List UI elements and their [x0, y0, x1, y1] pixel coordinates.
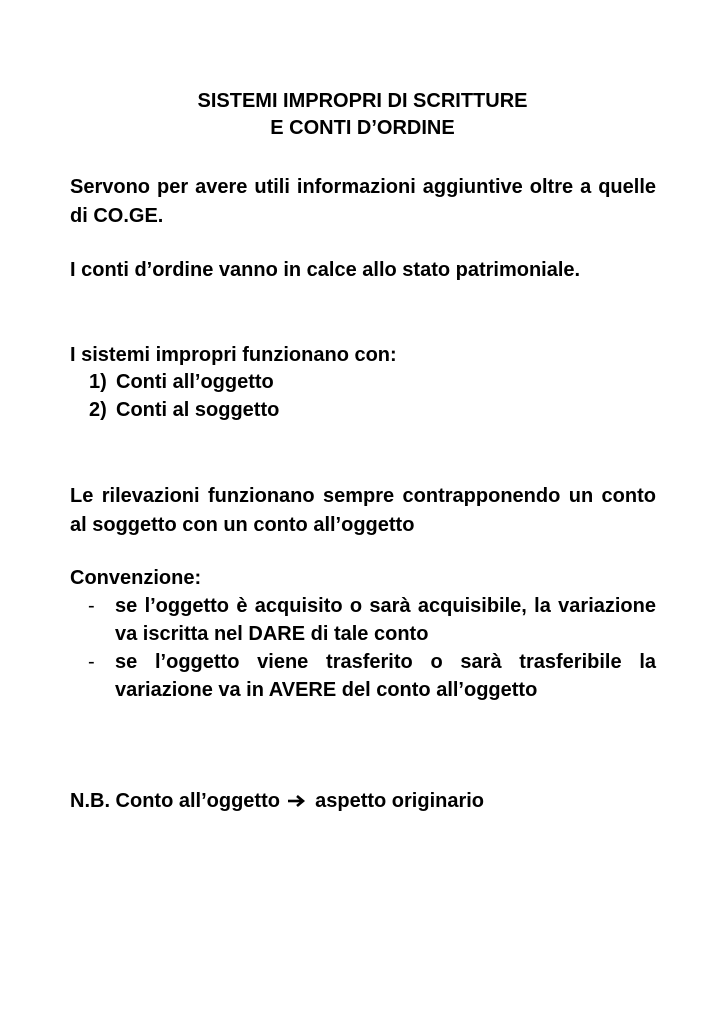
list-bullet: - [88, 595, 95, 617]
paragraph-rilevazioni: Le rilevazioni funzionano sempre contrapponendo un conto al soggetto con un conto all’oggetto [70, 485, 656, 536]
list-number: 2) [89, 399, 107, 421]
paragraph-purpose: Servono per avere utili informazioni aggiuntive oltre a quelle di CO.GE. [70, 176, 656, 227]
list-item [89, 368, 649, 396]
note-line [70, 787, 656, 816]
note-left-text: N.B. Conto all’oggetto [70, 790, 280, 812]
arrow-right-icon [288, 794, 306, 808]
paragraph-conti-ordine: I conti d’ordine vanno in calce allo stato patrimoniale. [70, 259, 581, 281]
list-item-text: Conti al soggetto [116, 399, 280, 421]
list-item-text: se l’oggetto viene trasferito o sarà trasferibile la variazione va in AVERE del conto all’oggetto [115, 651, 656, 701]
list-bullet: - [88, 651, 95, 673]
list-item [88, 648, 656, 704]
list-item-text: se l’oggetto è acquisito o sarà acquisibile, la variazione va iscritta nel DARE di tale conto [115, 595, 656, 645]
convention-list [88, 592, 656, 704]
note-right-text: aspetto originario [315, 790, 485, 812]
paragraph-convenzione-heading: Convenzione: [70, 567, 202, 589]
list-item [89, 396, 649, 424]
list-number: 1) [89, 371, 107, 393]
document-title-line-2: E CONTI D’ORDINE [270, 117, 455, 139]
document-title-line-1: SISTEMI IMPROPRI DI SCRITTURE [197, 90, 528, 112]
systems-list [89, 368, 649, 424]
paragraph-sistemi-impropri: I sistemi impropri funzionano con: [70, 344, 397, 366]
list-item [88, 592, 656, 648]
list-item-text: Conti all’oggetto [116, 371, 274, 393]
